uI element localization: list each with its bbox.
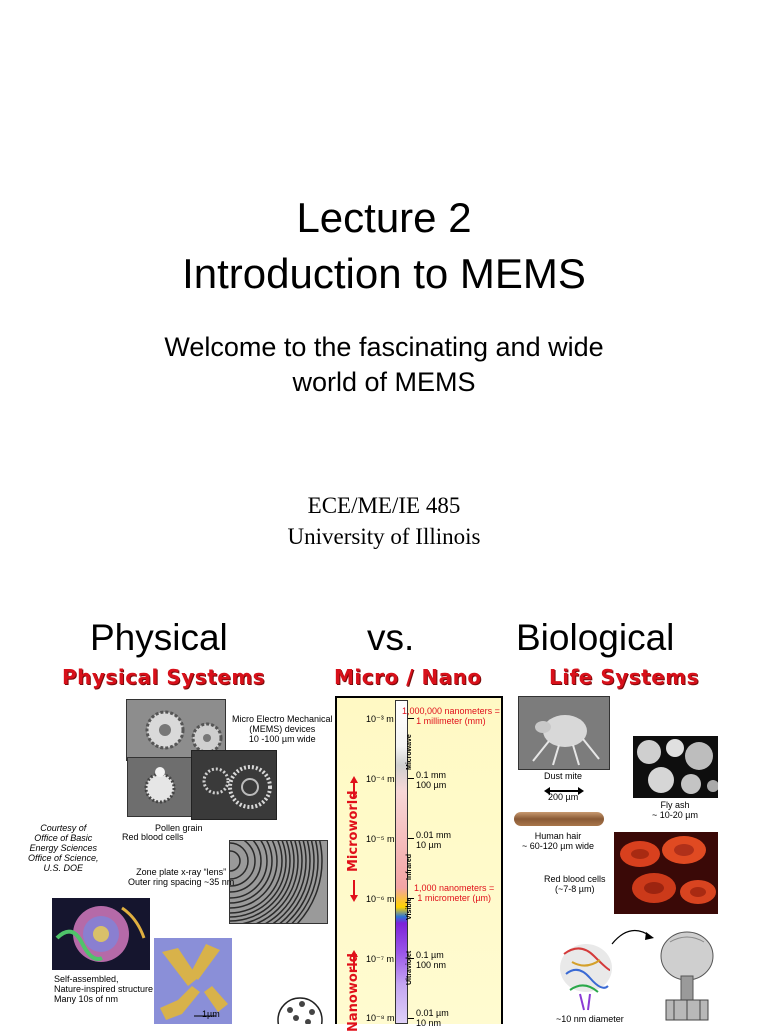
human-hair-caption xyxy=(522,831,594,851)
exp-label-3: 10⁻⁵ m xyxy=(366,834,395,844)
mm-note-line-2: 1 millimeter (mm) xyxy=(416,716,486,726)
scale-tick-2 xyxy=(408,778,414,779)
title-line-1: Lecture 2 xyxy=(296,194,472,241)
course-info xyxy=(0,490,768,552)
heading-vs: vs. xyxy=(367,617,415,658)
curved-arrow xyxy=(610,926,656,946)
zone-plate-line-2: Outer ring spacing ~35 nm xyxy=(128,877,235,887)
subtitle-line-1: Welcome to the fascinating and wide xyxy=(164,332,604,362)
heading-biological: Biological xyxy=(516,617,675,658)
microworld-down-arrow xyxy=(349,880,359,902)
value-0-01mm: 0.01 mm xyxy=(416,830,452,840)
banner-physical-systems: Physical Systems xyxy=(62,665,266,689)
band-infrared: Infrared xyxy=(406,853,413,880)
human-hair-line-2: ~ 60-120 µm wide xyxy=(522,841,594,851)
pollen-grain-image xyxy=(127,757,193,817)
exp-label-1: 10⁻³ m xyxy=(366,714,394,724)
title-line-2: Introduction to MEMS xyxy=(182,250,586,297)
courtesy-line-2: Office of Basic xyxy=(34,833,93,843)
value-100um xyxy=(416,770,446,790)
heading-physical: Physical xyxy=(90,617,228,658)
fly-ash-line-1: Fly ash xyxy=(660,800,690,810)
zone-plate-image xyxy=(229,840,328,924)
mems-caption-line-3: 10 -100 µm wide xyxy=(248,734,316,744)
self-assembled-structure-image xyxy=(52,898,150,970)
um-note-line-1: 1,000 nanometers = xyxy=(414,883,495,893)
human-hair-line-1: Human hair xyxy=(534,831,582,841)
rbc-line-2: (~7-8 µm) xyxy=(555,884,595,894)
red-blood-cells-label: Red blood cells xyxy=(122,832,184,842)
fly-ash-line-2: ~ 10-20 µm xyxy=(652,810,698,820)
mems-caption-line-1: Micro Electro Mechanical xyxy=(232,714,333,724)
courtesy-line-4: Office of Science, xyxy=(28,853,99,863)
subtitle-line-2: world of MEMS xyxy=(292,367,476,397)
red-blood-cells-image xyxy=(614,832,718,914)
banner-micro-nano: Micro / Nano xyxy=(334,665,482,689)
exp-label-5: 10⁻⁷ m xyxy=(366,954,395,964)
microworld-label: Microworld xyxy=(346,790,361,872)
atp-synthase-diagram xyxy=(652,928,722,1024)
band-microwave: Microwave xyxy=(406,734,413,770)
mems-caption xyxy=(232,714,333,744)
value-100nm xyxy=(416,950,446,970)
dust-mite-label: Dust mite xyxy=(544,771,583,781)
atp-size-label: ~10 nm diameter xyxy=(556,1014,624,1024)
value-0-01um: 0.01 µm xyxy=(416,1008,449,1018)
band-visible: Visible xyxy=(406,897,413,920)
scale-1um-label: 1µm xyxy=(202,1009,220,1019)
millimeter-note xyxy=(402,706,500,726)
self-assembled-caption xyxy=(54,974,153,1004)
slide-subtitle xyxy=(100,330,668,400)
value-10nm-line: 10 nm xyxy=(416,1018,442,1028)
value-10um xyxy=(416,830,451,850)
um-note-line-2: 1 micrometer (µm) xyxy=(417,893,491,903)
nanoworld-label: Nanoworld xyxy=(346,953,361,1032)
self-assembled-line-1: Self-assembled, xyxy=(54,974,119,984)
courtesy-line-1: Courtesy of xyxy=(40,823,87,833)
courtesy-note xyxy=(28,823,99,873)
pollen-label: Pollen grain xyxy=(155,823,203,833)
nanowire-image xyxy=(154,938,232,1024)
fly-ash-image xyxy=(633,736,718,798)
fly-ash-caption xyxy=(652,800,698,820)
scale-tick-3 xyxy=(408,838,414,839)
micrometer-note xyxy=(414,883,494,903)
mm-note-line-1: 1,000,000 nanometers = xyxy=(402,706,500,716)
zone-plate-caption xyxy=(128,867,234,887)
university-name: University of Illinois xyxy=(287,524,481,549)
self-assembled-line-2: Nature-inspired structure xyxy=(54,984,154,994)
courtesy-line-5: U.S. DOE xyxy=(43,863,84,873)
scale-tick-6 xyxy=(408,1018,414,1019)
dust-mite-size: 200 µm xyxy=(548,792,579,802)
zone-plate-line-1: Zone plate x-ray “lens” xyxy=(136,867,227,877)
buckyball-image xyxy=(274,994,326,1024)
course-code: ECE/ME/IE 485 xyxy=(307,493,461,518)
exp-label-4: 10⁻⁶ m xyxy=(366,894,395,904)
value-100nm-line: 100 nm xyxy=(416,960,447,970)
mems-caption-line-2: (MEMS) devices xyxy=(249,724,316,734)
value-100um-line: 100 µm xyxy=(416,780,447,790)
value-10um-line: 10 µm xyxy=(416,840,442,850)
gear-train-image xyxy=(191,750,277,820)
value-0-1mm: 0.1 mm xyxy=(416,770,447,780)
value-0-1um: 0.1 µm xyxy=(416,950,444,960)
size-arrow xyxy=(544,782,584,790)
courtesy-line-3: Energy Sciences xyxy=(29,843,98,853)
exp-label-2: 10⁻⁴ m xyxy=(366,774,395,784)
human-hair-image xyxy=(514,812,604,826)
exp-label-6: 10⁻⁸ m xyxy=(366,1013,395,1023)
slide-title xyxy=(0,190,768,302)
band-ultraviolet: Ultraviolet xyxy=(406,950,413,985)
banner-life-systems: Life Systems xyxy=(549,665,700,689)
dust-mite-image xyxy=(518,696,610,770)
rbc-caption xyxy=(544,874,606,894)
rbc-line-1: Red blood cells xyxy=(544,874,606,884)
value-10nm xyxy=(416,1008,449,1028)
self-assembled-line-3: Many 10s of nm xyxy=(54,994,119,1004)
